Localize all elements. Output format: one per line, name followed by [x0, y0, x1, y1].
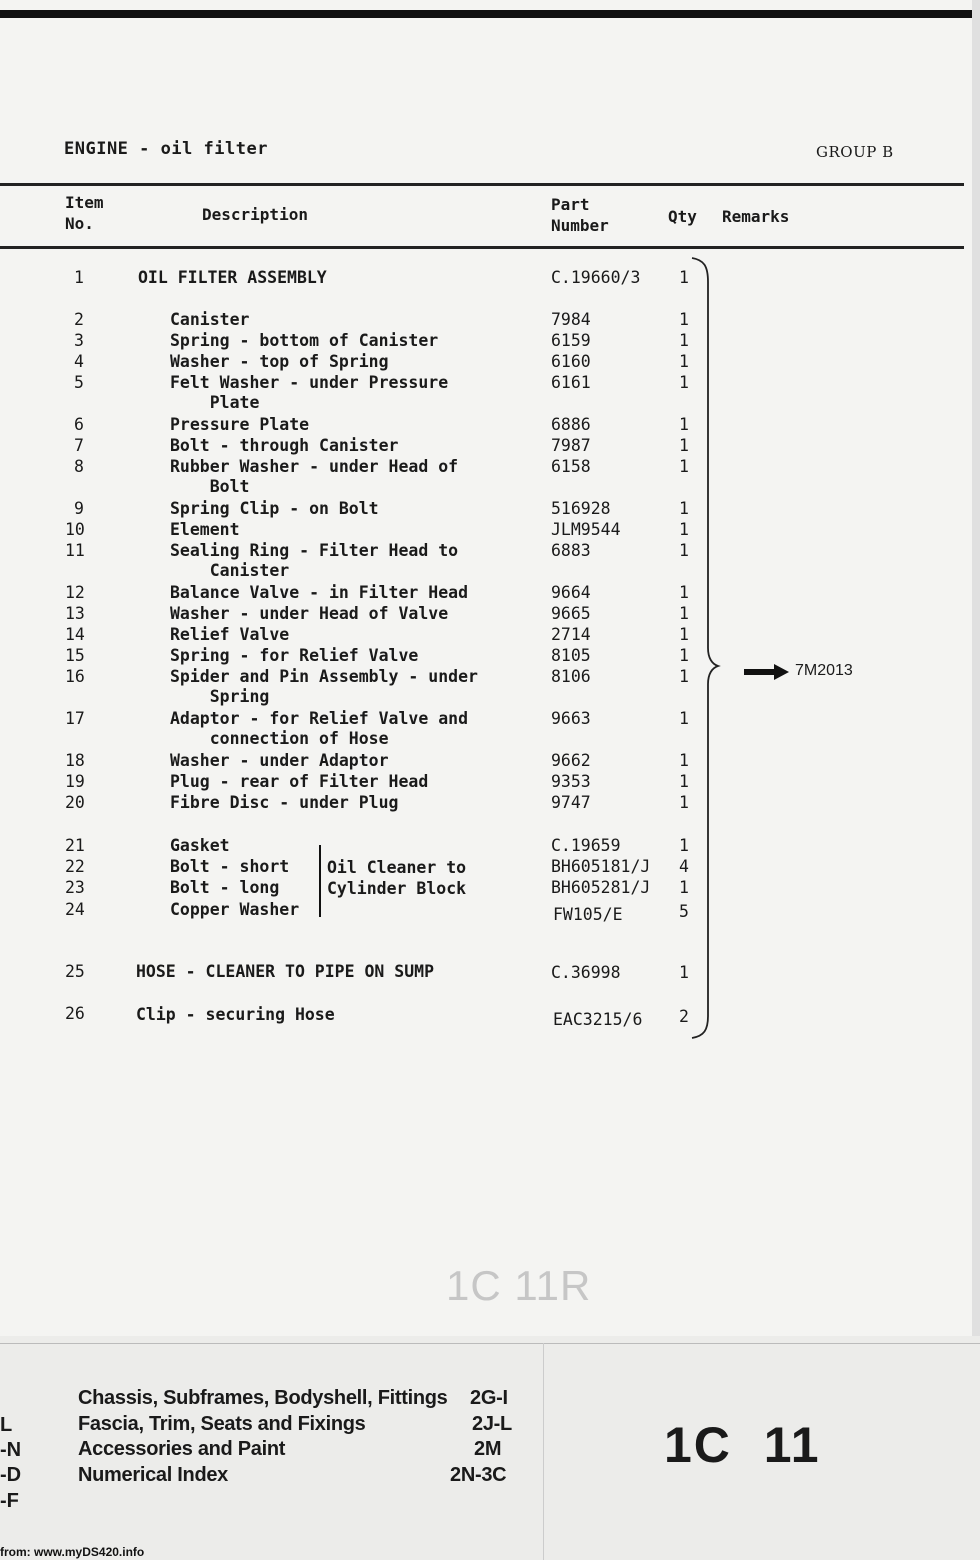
part-number: 6159	[551, 331, 591, 350]
item-number: 9	[74, 499, 84, 518]
index-code: 2N-3C	[450, 1464, 507, 1486]
index-label: Fascia, Trim, Seats and Fixings	[78, 1413, 366, 1435]
quantity: 1	[679, 751, 689, 770]
quantity: 1	[679, 836, 689, 855]
quantity: 1	[679, 963, 689, 982]
part-number: 6886	[551, 415, 591, 434]
quantity: 1	[679, 625, 689, 644]
scan-top-border	[0, 10, 980, 18]
group-note-line-2: Cylinder Block	[327, 879, 467, 898]
item-description: Clip - securing Hose	[136, 1005, 335, 1024]
remarks-reference: 7M2013	[795, 662, 853, 679]
index-code: 2M	[474, 1438, 502, 1460]
part-number: BH605281/J	[551, 878, 651, 897]
part-number: 6161	[551, 373, 591, 392]
quantity: 2	[679, 1007, 689, 1026]
part-number: 8106	[551, 667, 591, 686]
quantity: 1	[679, 878, 689, 897]
index-edge-code: -F	[0, 1490, 19, 1512]
quantity: 1	[679, 793, 689, 812]
index-label: Chassis, Subframes, Bodyshell, Fittings	[78, 1387, 448, 1409]
footer-separator	[543, 1343, 544, 1560]
item-number: 15	[65, 646, 85, 665]
quantity: 1	[679, 667, 689, 686]
quantity: 1	[679, 520, 689, 539]
page-title: ENGINE - oil filter	[64, 139, 268, 159]
header-bottom-rule	[0, 246, 964, 249]
quantity: 1	[679, 583, 689, 602]
item-description: Adaptor - for Relief Valve and connection of Hose	[170, 709, 469, 748]
part-number: 9665	[551, 604, 591, 623]
item-description: Rubber Washer - under Head of Bolt	[170, 457, 459, 496]
part-number: EAC3215/6	[553, 1010, 643, 1029]
group-note-line-1: Oil Cleaner to	[327, 858, 467, 877]
part-number: 7984	[551, 310, 591, 329]
part-number: 9662	[551, 751, 591, 770]
item-description: Washer - top of Spring	[170, 352, 389, 371]
quantity: 1	[679, 499, 689, 518]
item-description: Washer - under Head of Valve	[170, 604, 449, 623]
quantity: 1	[679, 352, 689, 371]
item-description: Gasket	[170, 836, 230, 855]
item-number: 22	[65, 857, 85, 876]
item-description: Bolt - short	[170, 857, 290, 876]
item-number: 1	[74, 268, 84, 287]
item-number: 14	[65, 625, 85, 644]
item-description: Spring - bottom of Canister	[170, 331, 439, 350]
column-header-part-number: Part Number	[551, 195, 609, 235]
item-number: 12	[65, 583, 85, 602]
index-label: Numerical Index	[78, 1464, 229, 1486]
quantity: 1	[679, 457, 689, 476]
item-number: 26	[65, 1004, 85, 1023]
column-header-item-no: Item No.	[65, 193, 104, 233]
item-description: Relief Valve	[170, 625, 290, 644]
item-number: 25	[65, 962, 85, 981]
item-description: Sealing Ring - Filter Head to Canister	[170, 541, 459, 580]
index-code: 2G-I	[470, 1387, 508, 1409]
item-number: 7	[74, 436, 84, 455]
quantity: 1	[679, 772, 689, 791]
index-code: 2J-L	[472, 1413, 512, 1435]
item-description: Washer - under Adaptor	[170, 751, 389, 770]
item-description: Bolt - long	[170, 878, 280, 897]
part-number: 9747	[551, 793, 591, 812]
index-edge-code: -N	[0, 1439, 22, 1461]
part-number: 516928	[551, 499, 611, 518]
part-number: 9663	[551, 709, 591, 728]
item-number: 3	[74, 331, 84, 350]
handwritten-note: 1C 11R	[446, 1262, 592, 1309]
source-credit: from: www.myDS420.info	[0, 1545, 145, 1559]
part-number: BH605181/J	[551, 857, 651, 876]
quantity: 1	[679, 541, 689, 560]
column-header-description: Description	[202, 205, 308, 224]
group-label: GROUP B	[816, 143, 894, 161]
item-number: 23	[65, 878, 85, 897]
item-number: 13	[65, 604, 85, 623]
item-number: 17	[65, 709, 85, 728]
part-number: C.19659	[551, 836, 621, 855]
item-number: 16	[65, 667, 85, 686]
part-number: JLM9544	[551, 520, 621, 539]
quantity: 1	[679, 268, 689, 287]
quantity: 1	[679, 415, 689, 434]
item-description: Spring - for Relief Valve	[170, 646, 419, 665]
item-description: Fibre Disc - under Plug	[170, 793, 399, 812]
item-description: Spring Clip - on Bolt	[170, 499, 379, 518]
item-number: 6	[74, 415, 84, 434]
remarks-brace	[690, 256, 726, 1040]
quantity: 1	[679, 373, 689, 392]
part-number: C.36998	[551, 963, 621, 982]
fiche-page-code: 1C 11	[664, 1417, 821, 1473]
item-description: Bolt - through Canister	[170, 436, 399, 455]
quantity: 1	[679, 709, 689, 728]
column-header-remarks: Remarks	[722, 207, 790, 226]
index-edge-code: L	[0, 1414, 13, 1436]
part-number: 7987	[551, 436, 591, 455]
header-top-rule	[0, 183, 964, 186]
item-description: Felt Washer - under Pressure Plate	[170, 373, 449, 412]
item-number: 19	[65, 772, 85, 791]
item-number: 2	[74, 310, 84, 329]
item-description: Pressure Plate	[170, 415, 310, 434]
part-number: C.19660/3	[551, 268, 641, 287]
part-number: 9353	[551, 772, 591, 791]
item-number: 5	[74, 373, 84, 392]
item-description: HOSE - CLEANER TO PIPE ON SUMP	[136, 962, 435, 981]
index-label: Accessories and Paint	[78, 1438, 286, 1460]
item-description: OIL FILTER ASSEMBLY	[138, 268, 327, 287]
part-number: 8105	[551, 646, 591, 665]
quantity: 1	[679, 331, 689, 350]
quantity: 1	[679, 646, 689, 665]
item-number: 21	[65, 836, 85, 855]
index-edge-code: -D	[0, 1464, 22, 1486]
part-number: 9664	[551, 583, 591, 602]
part-number: 2714	[551, 625, 591, 644]
item-description: Spider and Pin Assembly - under Spring	[170, 667, 478, 706]
quantity: 1	[679, 436, 689, 455]
item-description: Balance Valve - in Filter Head	[170, 583, 469, 602]
part-number: 6160	[551, 352, 591, 371]
item-number: 10	[65, 520, 85, 539]
right-arrow-icon	[744, 663, 790, 681]
quantity: 4	[679, 857, 689, 876]
item-number: 4	[74, 352, 84, 371]
item-description: Canister	[170, 310, 250, 329]
part-number: FW105/E	[553, 905, 623, 924]
part-number: 6883	[551, 541, 591, 560]
part-number: 6158	[551, 457, 591, 476]
item-number: 24	[65, 900, 85, 919]
column-header-qty: Qty	[668, 207, 697, 226]
item-description: Copper Washer	[170, 900, 300, 919]
scan-right-edge	[972, 0, 980, 1560]
item-number: 20	[65, 793, 85, 812]
item-number: 8	[74, 457, 84, 476]
quantity: 1	[679, 310, 689, 329]
item-description: Element	[170, 520, 240, 539]
footer-divider	[0, 1343, 980, 1344]
quantity: 5	[679, 902, 689, 921]
quantity: 1	[679, 604, 689, 623]
group-bracket-line	[319, 845, 321, 917]
item-number: 11	[65, 541, 85, 560]
item-description: Plug - rear of Filter Head	[170, 772, 429, 791]
item-number: 18	[65, 751, 85, 770]
